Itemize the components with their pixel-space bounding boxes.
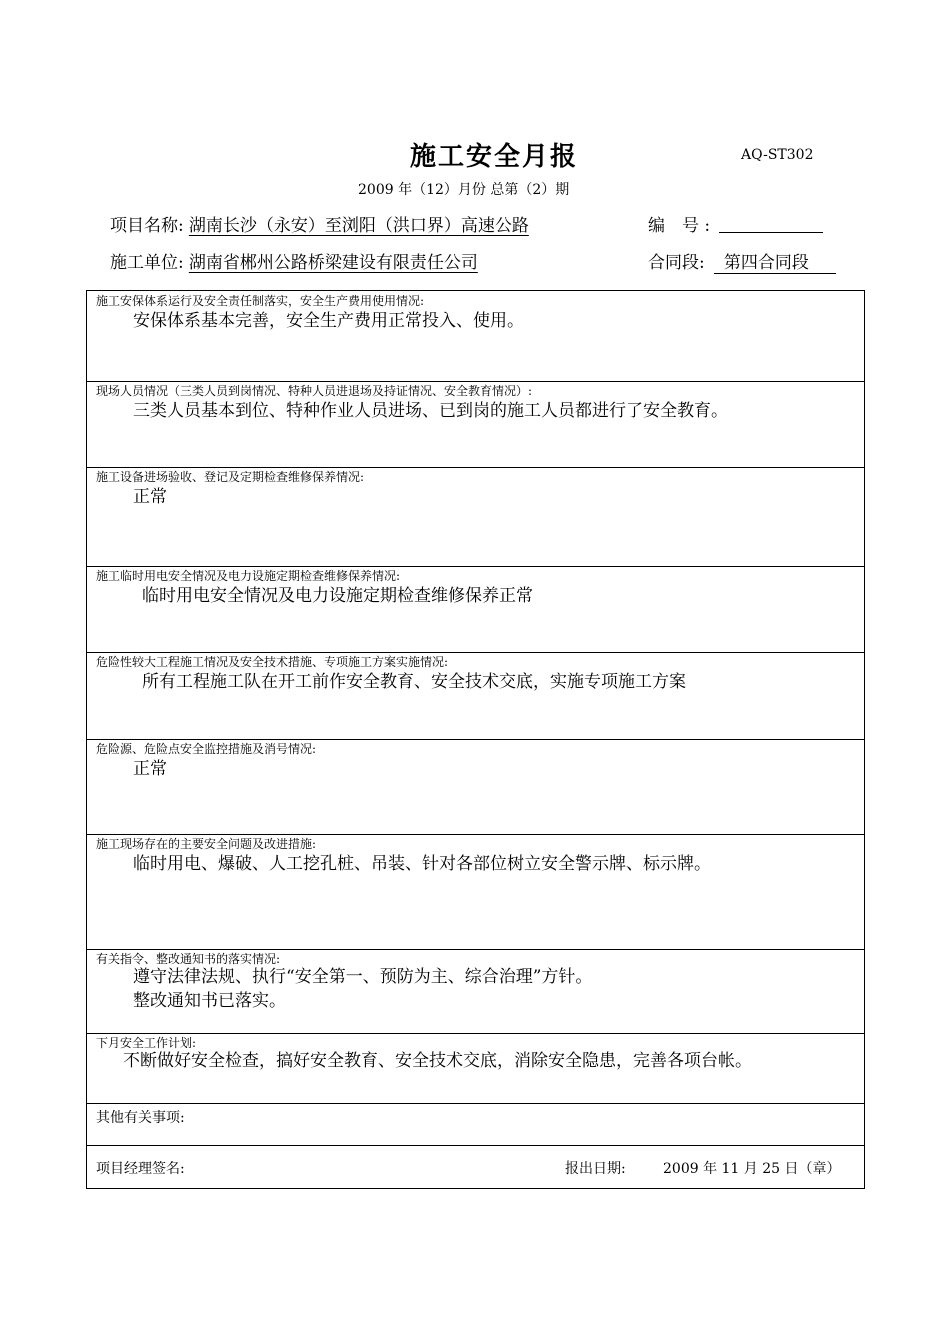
section-safety-system: [87, 291, 864, 382]
number-row: [648, 211, 823, 236]
other-label: 其他有关事项:: [96, 1110, 185, 1126]
number-blank: [719, 215, 823, 233]
contract-row: [648, 248, 836, 274]
section-label: 现场人员情况（三类人员到岗情况、特种人员进退场及持证情况、安全教育情况）:: [96, 384, 533, 398]
section-label: 有关指令、整改通知书的落实情况:: [96, 952, 281, 966]
section-label: 施工现场存在的主要安全问题及改进措施:: [96, 837, 317, 851]
contract-value: 第四合同段: [714, 248, 836, 274]
section-other: [87, 1103, 864, 1146]
section-content: 临时用电、爆破、人工挖孔桩、吊装、针对各部位树立安全警示牌、标示牌。: [133, 854, 711, 874]
report-period: 2009 年（12）月份 总第（2）期: [358, 182, 570, 198]
section-content: 遵守法律法规、执行“安全第一、预防为主、综合治理”方针。: [133, 967, 593, 987]
unit-label: 施工单位:: [110, 253, 184, 273]
unit-name: 湖南省郴州公路桥梁建设有限责任公司: [188, 253, 478, 273]
page-title: 施工安全月报: [410, 142, 579, 172]
section-content: 不断做好安全检查，搞好安全教育、安全技术交底，消除安全隐患，完善各项台帐。: [123, 1051, 752, 1071]
section-hazard-sources: [87, 739, 864, 835]
section-content: 正常: [133, 487, 167, 507]
section-next-month-plan: [87, 1033, 864, 1104]
manager-signature-label: 项目经理签名:: [96, 1161, 185, 1177]
report-date-value: 2009 年 11 月 25 日（章）: [663, 1161, 841, 1177]
section-label: 施工设备进场验收、登记及定期检查维修保养情况:: [96, 470, 365, 484]
unit-row: [110, 248, 478, 273]
section-dangerous-works: [87, 652, 864, 740]
section-content: 整改通知书已落实。: [133, 991, 286, 1011]
section-problems: [87, 834, 864, 950]
project-name: 湖南长沙（永安）至浏阳（洪口界）高速公路: [188, 216, 529, 236]
form-code: AQ-ST302: [741, 147, 814, 163]
section-content: 三类人员基本到位、特种作业人员进场、已到岗的施工人员都进行了安全教育。: [133, 401, 728, 421]
section-label: 施工安保体系运行及安全责任制落实，安全生产费用使用情况:: [96, 294, 425, 308]
section-label: 下月安全工作计划:: [96, 1036, 197, 1050]
project-label: 项目名称:: [110, 216, 184, 236]
section-content: 所有工程施工队在开工前作安全教育、安全技术交底，实施专项施工方案: [142, 672, 686, 692]
section-content: 安保体系基本完善，安全生产费用正常投入、使用。: [133, 311, 524, 331]
section-content: 临时用电安全情况及电力设施定期检查维修保养正常: [142, 586, 533, 606]
report-date-label: 报出日期:: [565, 1161, 626, 1177]
section-label: 施工临时用电安全情况及电力设施定期检查维修保养情况:: [96, 569, 401, 583]
section-label: 危险源、危险点安全监控措施及消号情况:: [96, 742, 317, 756]
section-electricity: [87, 566, 864, 653]
section-instructions: [87, 949, 864, 1034]
report-table: [86, 290, 865, 1189]
section-personnel: [87, 381, 864, 468]
contract-label: 合同段:: [648, 253, 705, 273]
number-label: 编 号 :: [648, 216, 711, 236]
section-content: 正常: [133, 759, 167, 779]
project-row: [110, 211, 529, 236]
section-label: 危险性较大工程施工情况及安全技术措施、专项施工方案实施情况:: [96, 655, 449, 669]
footer-row: [87, 1145, 864, 1188]
section-equipment: [87, 467, 864, 567]
